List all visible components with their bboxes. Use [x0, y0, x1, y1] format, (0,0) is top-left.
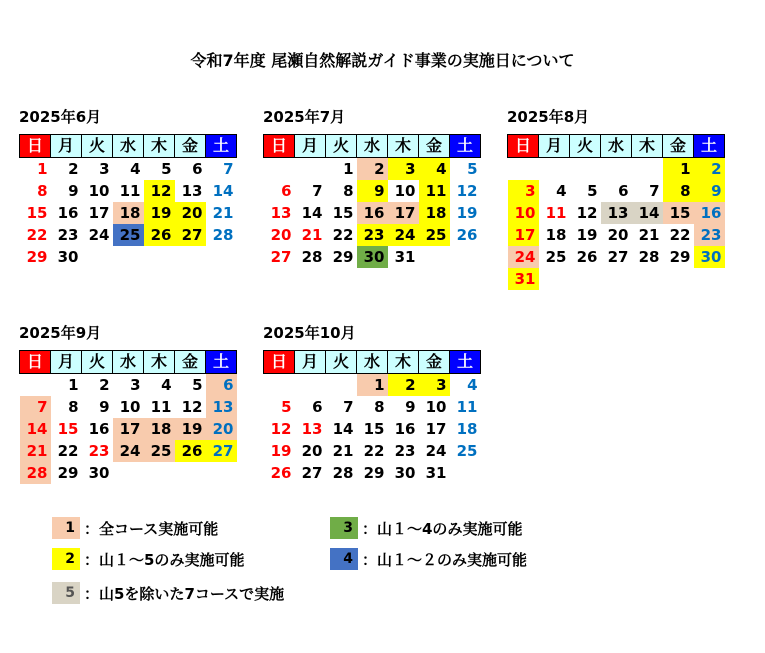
legend-item-2: [52, 548, 244, 570]
day-cell: 12: [144, 180, 175, 202]
calendar-grid: [263, 350, 481, 484]
day-cell: 26: [175, 440, 206, 462]
week-row: [264, 396, 481, 418]
empty-cell: [295, 374, 326, 397]
day-cell: 21: [332, 442, 354, 460]
day-cell: 16: [88, 420, 110, 438]
weekday-header-row: [264, 351, 481, 374]
day-cell: 9: [405, 398, 416, 416]
day-cell: 4: [161, 376, 172, 394]
day-cell: 26: [576, 248, 598, 266]
week-row: [264, 374, 481, 397]
empty-cell: [419, 246, 450, 268]
day-cell: 21: [212, 204, 234, 222]
weekday-header: 月: [51, 135, 82, 158]
week-row: [508, 268, 725, 290]
day-cell: 25: [545, 248, 567, 266]
day-cell: 8: [374, 398, 385, 416]
day-cell: 17: [88, 204, 110, 222]
day-cell: 4: [467, 376, 478, 394]
weekday-header: 木: [388, 135, 419, 158]
day-cell: 3: [99, 160, 110, 178]
day-cell: 3: [508, 180, 539, 202]
day-cell: 15: [663, 202, 694, 224]
day-cell: 23: [88, 442, 110, 460]
day-cell: 5: [587, 182, 598, 200]
day-cell: 25: [144, 440, 175, 462]
weekday-header: 水: [113, 351, 144, 374]
empty-cell: [450, 462, 481, 484]
weekday-header-row: [20, 351, 237, 374]
day-cell: 17: [388, 202, 419, 224]
weekday-header: 日: [20, 351, 51, 374]
day-cell: 31: [508, 268, 539, 290]
day-cell: 5: [192, 376, 203, 394]
day-cell: 1: [37, 160, 48, 178]
empty-cell: [113, 246, 144, 268]
empty-cell: [264, 374, 295, 397]
day-cell: 14: [301, 204, 323, 222]
day-cell: 11: [150, 398, 172, 416]
weekday-header: 日: [264, 135, 295, 158]
week-row: [264, 246, 481, 268]
empty-cell: [175, 246, 206, 268]
weekday-header: 日: [264, 351, 295, 374]
day-cell: 23: [694, 224, 725, 246]
legend-item-5: [52, 582, 284, 604]
weekday-header-row: [264, 135, 481, 158]
day-cell: 27: [301, 464, 323, 482]
month-title: 2025年8月: [507, 108, 590, 126]
day-cell: 20: [206, 418, 237, 440]
empty-cell: [20, 374, 51, 397]
day-cell: 9: [99, 398, 110, 416]
day-cell: 28: [301, 248, 323, 266]
day-cell: 25: [456, 442, 478, 460]
empty-cell: [175, 462, 206, 484]
week-row: [264, 418, 481, 440]
calendar-grid: [19, 350, 237, 484]
day-cell: 12: [181, 398, 203, 416]
empty-cell: [570, 268, 601, 290]
day-cell: 29: [669, 248, 691, 266]
day-cell: 18: [419, 202, 450, 224]
day-cell: 27: [175, 224, 206, 246]
day-cell: 16: [394, 420, 416, 438]
day-cell: 16: [694, 202, 725, 224]
month-august: [507, 107, 727, 290]
day-cell: 15: [26, 204, 48, 222]
legend-label: ：山5を除いた7コースで実施: [84, 584, 285, 603]
day-cell: 4: [419, 158, 450, 181]
day-cell: 9: [694, 180, 725, 202]
day-cell: 26: [144, 224, 175, 246]
empty-cell: [264, 158, 295, 181]
weekday-header: 火: [326, 351, 357, 374]
day-cell: 24: [388, 224, 419, 246]
day-cell: 17: [508, 224, 539, 246]
day-cell: 19: [456, 204, 478, 222]
weekday-header: 金: [175, 135, 206, 158]
empty-cell: [82, 246, 113, 268]
weekday-header: 土: [450, 351, 481, 374]
week-row: [20, 374, 237, 397]
empty-cell: [601, 268, 632, 290]
day-cell: 30: [394, 464, 416, 482]
weekday-header: 水: [357, 351, 388, 374]
weekday-header: 月: [295, 351, 326, 374]
week-row: [264, 462, 481, 484]
day-cell: 19: [270, 442, 292, 460]
day-cell: 1: [357, 374, 388, 397]
weekday-header: 火: [82, 135, 113, 158]
week-row: [20, 158, 237, 181]
day-cell: 15: [57, 420, 79, 438]
weekday-header: 水: [113, 135, 144, 158]
day-cell: 10: [425, 398, 447, 416]
day-cell: 19: [175, 418, 206, 440]
day-cell: 31: [425, 464, 447, 482]
day-cell: 7: [223, 160, 234, 178]
week-row: [508, 202, 725, 224]
day-cell: 5: [467, 160, 478, 178]
day-cell: 12: [456, 182, 478, 200]
day-cell: 1: [343, 160, 354, 178]
legend-swatch: 1: [52, 517, 80, 539]
day-cell: 15: [363, 420, 385, 438]
empty-cell: [450, 246, 481, 268]
weekday-header: 木: [144, 351, 175, 374]
empty-cell: [632, 268, 663, 290]
day-cell: 3: [388, 158, 419, 181]
day-cell: 4: [130, 160, 141, 178]
day-cell: 3: [130, 376, 141, 394]
weekday-header-row: [20, 135, 237, 158]
day-cell: 8: [68, 398, 79, 416]
day-cell: 30: [694, 246, 725, 268]
day-cell: 22: [57, 442, 79, 460]
day-cell: 22: [363, 442, 385, 460]
day-cell: 28: [332, 464, 354, 482]
weekday-header: 日: [508, 135, 539, 158]
day-cell: 29: [26, 248, 48, 266]
empty-cell: [539, 158, 570, 181]
empty-cell: [663, 268, 694, 290]
day-cell: 24: [113, 440, 144, 462]
day-cell: 1: [68, 376, 79, 394]
day-cell: 22: [669, 226, 691, 244]
day-cell: 8: [343, 182, 354, 200]
day-cell: 1: [663, 158, 694, 181]
week-row: [264, 224, 481, 246]
day-cell: 14: [332, 420, 354, 438]
day-cell: 10: [508, 202, 539, 224]
weekday-header: 木: [144, 135, 175, 158]
week-row: [264, 440, 481, 462]
day-cell: 26: [270, 464, 292, 482]
legend-swatch: 5: [52, 582, 80, 604]
week-row: [20, 440, 237, 462]
day-cell: 10: [119, 398, 141, 416]
day-cell: 30: [88, 464, 110, 482]
week-row: [508, 158, 725, 181]
weekday-header: 木: [632, 135, 663, 158]
day-cell: 25: [113, 224, 144, 246]
weekday-header: 金: [175, 351, 206, 374]
day-cell: 13: [301, 420, 323, 438]
weekday-header: 月: [539, 135, 570, 158]
empty-cell: [206, 462, 237, 484]
day-cell: 8: [37, 182, 48, 200]
day-cell: 6: [618, 182, 629, 200]
week-row: [264, 180, 481, 202]
day-cell: 13: [181, 182, 203, 200]
day-cell: 2: [388, 374, 419, 397]
month-title: 2025年6月: [19, 108, 102, 126]
day-cell: 4: [556, 182, 567, 200]
day-cell: 28: [212, 226, 234, 244]
day-cell: 2: [68, 160, 79, 178]
day-cell: 20: [270, 226, 292, 244]
legend-swatch: 2: [52, 548, 80, 570]
legend-label: ：全コース実施可能: [84, 519, 219, 538]
day-cell: 8: [663, 180, 694, 202]
day-cell: 16: [357, 202, 388, 224]
day-cell: 23: [357, 224, 388, 246]
day-cell: 7: [649, 182, 660, 200]
week-row: [20, 180, 237, 202]
empty-cell: [694, 268, 725, 290]
weekday-header: 月: [51, 351, 82, 374]
day-cell: 17: [425, 420, 447, 438]
day-cell: 13: [601, 202, 632, 224]
day-cell: 21: [301, 226, 323, 244]
day-cell: 17: [113, 418, 144, 440]
day-cell: 12: [576, 204, 598, 222]
day-cell: 13: [206, 396, 237, 418]
month-september: [19, 323, 239, 484]
day-cell: 11: [545, 204, 567, 222]
week-row: [508, 246, 725, 268]
day-cell: 5: [161, 160, 172, 178]
day-cell: 19: [576, 226, 598, 244]
day-cell: 30: [357, 246, 388, 268]
day-cell: 19: [144, 202, 175, 224]
weekday-header: 水: [601, 135, 632, 158]
month-july: [263, 107, 483, 268]
day-cell: 10: [394, 182, 416, 200]
empty-cell: [570, 158, 601, 181]
weekday-header: 土: [450, 135, 481, 158]
week-row: [20, 462, 237, 484]
day-cell: 16: [57, 204, 79, 222]
legend-swatch: 3: [330, 517, 358, 539]
weekday-header: 土: [206, 135, 237, 158]
empty-cell: [206, 246, 237, 268]
weekday-header: 金: [419, 351, 450, 374]
day-cell: 6: [312, 398, 323, 416]
calendar-grid: [507, 134, 725, 290]
weekday-header: 水: [357, 135, 388, 158]
day-cell: 27: [607, 248, 629, 266]
day-cell: 29: [57, 464, 79, 482]
calendar-grid: [263, 134, 481, 268]
empty-cell: [508, 158, 539, 181]
month-title: 2025年10月: [263, 324, 356, 342]
empty-cell: [632, 158, 663, 181]
empty-cell: [295, 158, 326, 181]
week-row: [20, 418, 237, 440]
legend-item-3: [330, 517, 522, 539]
day-cell: 28: [20, 462, 51, 484]
weekday-header: 土: [694, 135, 725, 158]
day-cell: 13: [270, 204, 292, 222]
day-cell: 15: [332, 204, 354, 222]
day-cell: 23: [57, 226, 79, 244]
month-title: 2025年9月: [19, 324, 102, 342]
weekday-header: 火: [82, 351, 113, 374]
day-cell: 18: [144, 418, 175, 440]
empty-cell: [539, 268, 570, 290]
day-cell: 5: [281, 398, 292, 416]
day-cell: 24: [508, 246, 539, 268]
empty-cell: [144, 246, 175, 268]
month-title: 2025年7月: [263, 108, 346, 126]
empty-cell: [144, 462, 175, 484]
month-october: [263, 323, 483, 484]
day-cell: 6: [206, 374, 237, 397]
day-cell: 27: [270, 248, 292, 266]
day-cell: 3: [419, 374, 450, 397]
day-cell: 6: [281, 182, 292, 200]
week-row: [20, 246, 237, 268]
day-cell: 9: [68, 182, 79, 200]
empty-cell: [113, 462, 144, 484]
week-row: [20, 202, 237, 224]
week-row: [264, 158, 481, 181]
calendar-grid: [19, 134, 237, 268]
day-cell: 11: [119, 182, 141, 200]
weekday-header: 金: [663, 135, 694, 158]
day-cell: 11: [456, 398, 478, 416]
legend-label: ：山１～２のみ実施可能: [362, 550, 528, 569]
day-cell: 6: [192, 160, 203, 178]
day-cell: 30: [57, 248, 79, 266]
day-cell: 14: [632, 202, 663, 224]
week-row: [20, 224, 237, 246]
day-cell: 29: [332, 248, 354, 266]
day-cell: 20: [301, 442, 323, 460]
legend-item-4: [330, 548, 527, 570]
empty-cell: [326, 374, 357, 397]
day-cell: 10: [88, 182, 110, 200]
day-cell: 18: [545, 226, 567, 244]
day-cell: 27: [206, 440, 237, 462]
day-cell: 7: [343, 398, 354, 416]
day-cell: 29: [363, 464, 385, 482]
page-title: 令和7年度 尾瀬自然解説ガイド事業の実施日について: [190, 51, 575, 70]
day-cell: 14: [212, 182, 234, 200]
weekday-header: 火: [570, 135, 601, 158]
weekday-header: 日: [20, 135, 51, 158]
day-cell: 11: [419, 180, 450, 202]
day-cell: 23: [394, 442, 416, 460]
weekday-header: 火: [326, 135, 357, 158]
day-cell: 12: [270, 420, 292, 438]
day-cell: 2: [694, 158, 725, 181]
empty-cell: [601, 158, 632, 181]
day-cell: 7: [20, 396, 51, 418]
weekday-header-row: [508, 135, 725, 158]
day-cell: 26: [456, 226, 478, 244]
legend-label: ：山１～5のみ実施可能: [84, 550, 245, 569]
day-cell: 31: [394, 248, 416, 266]
day-cell: 20: [175, 202, 206, 224]
day-cell: 24: [425, 442, 447, 460]
weekday-header: 木: [388, 351, 419, 374]
week-row: [508, 224, 725, 246]
day-cell: 22: [26, 226, 48, 244]
day-cell: 21: [638, 226, 660, 244]
legend-label: ：山１～4のみ実施可能: [362, 519, 523, 538]
day-cell: 22: [332, 226, 354, 244]
weekday-header: 月: [295, 135, 326, 158]
week-row: [264, 202, 481, 224]
day-cell: 25: [419, 224, 450, 246]
weekday-header: 金: [419, 135, 450, 158]
day-cell: 18: [456, 420, 478, 438]
day-cell: 9: [357, 180, 388, 202]
day-cell: 2: [99, 376, 110, 394]
day-cell: 2: [357, 158, 388, 181]
legend-swatch: 4: [330, 548, 358, 570]
legend-item-1: [52, 517, 218, 539]
week-row: [508, 180, 725, 202]
day-cell: 14: [20, 418, 51, 440]
day-cell: 20: [607, 226, 629, 244]
weekday-header: 土: [206, 351, 237, 374]
day-cell: 28: [638, 248, 660, 266]
day-cell: 21: [20, 440, 51, 462]
month-june: [19, 107, 239, 268]
day-cell: 18: [113, 202, 144, 224]
day-cell: 24: [88, 226, 110, 244]
week-row: [20, 396, 237, 418]
day-cell: 7: [312, 182, 323, 200]
